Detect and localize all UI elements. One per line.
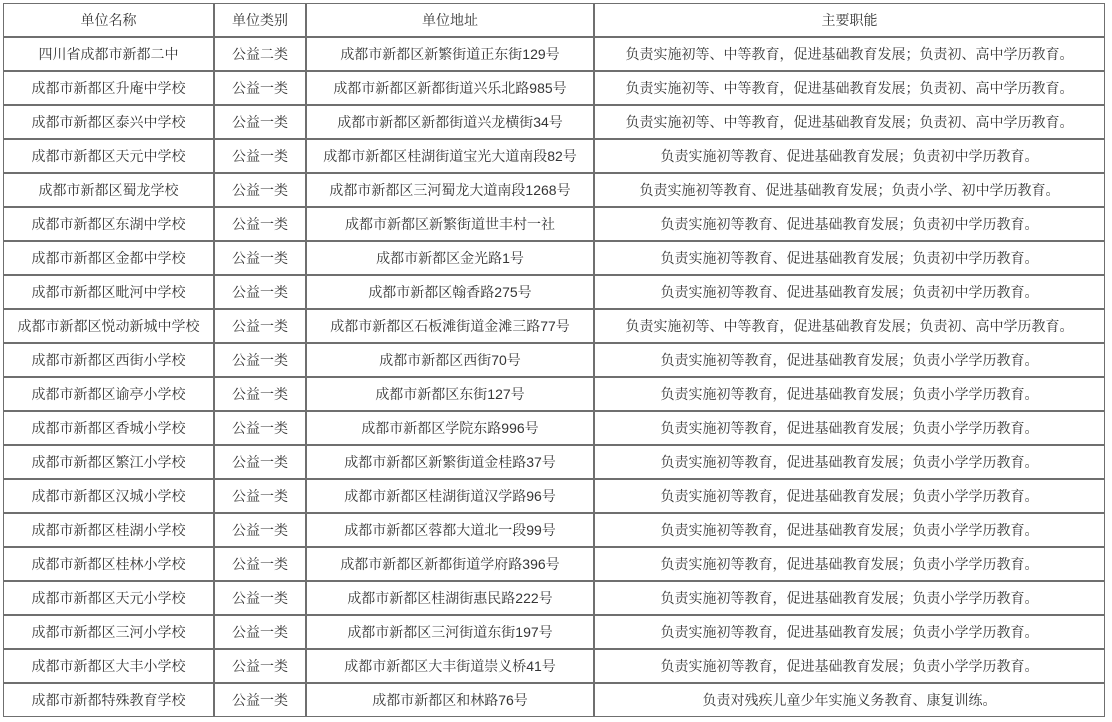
cell-unit-category: 公益一类 bbox=[214, 71, 306, 105]
table-row bbox=[3, 275, 1105, 309]
table-row bbox=[3, 479, 1105, 513]
cell-unit-functions: 负责实施初等教育、促进基础教育发展；负责初中学历教育。 bbox=[594, 139, 1105, 173]
table-row bbox=[3, 343, 1105, 377]
table-row bbox=[3, 207, 1105, 241]
table-row bbox=[3, 581, 1105, 615]
cell-unit-address: 成都市新都区三河街道东街197号 bbox=[306, 615, 594, 649]
cell-unit-name: 成都市新都区香城小学校 bbox=[3, 411, 214, 445]
header-unit-functions: 主要职能 bbox=[594, 3, 1105, 37]
cell-unit-category: 公益一类 bbox=[214, 615, 306, 649]
table-row bbox=[3, 445, 1105, 479]
units-table bbox=[3, 3, 1105, 717]
cell-unit-address: 成都市新都区蓉都大道北一段99号 bbox=[306, 513, 594, 547]
cell-unit-functions: 负责实施初等、中等教育，促进基础教育发展；负责初、高中学历教育。 bbox=[594, 105, 1105, 139]
cell-unit-functions: 负责实施初等教育，促进基础教育发展；负责小学学历教育。 bbox=[594, 547, 1105, 581]
cell-unit-functions: 负责实施初等教育，促进基础教育发展；负责小学学历教育。 bbox=[594, 581, 1105, 615]
cell-unit-functions: 负责实施初等、中等教育，促进基础教育发展；负责初、高中学历教育。 bbox=[594, 71, 1105, 105]
cell-unit-name: 成都市新都区金都中学校 bbox=[3, 241, 214, 275]
cell-unit-name: 成都市新都区泰兴中学校 bbox=[3, 105, 214, 139]
cell-unit-address: 成都市新都区西街70号 bbox=[306, 343, 594, 377]
table-row bbox=[3, 683, 1105, 717]
cell-unit-address: 成都市新都区桂湖街道汉学路96号 bbox=[306, 479, 594, 513]
cell-unit-name: 成都市新都特殊教育学校 bbox=[3, 683, 214, 717]
cell-unit-category: 公益一类 bbox=[214, 241, 306, 275]
cell-unit-address: 成都市新都区大丰街道崇义桥41号 bbox=[306, 649, 594, 683]
cell-unit-category: 公益一类 bbox=[214, 445, 306, 479]
cell-unit-name: 成都市新都区毗河中学校 bbox=[3, 275, 214, 309]
cell-unit-category: 公益一类 bbox=[214, 275, 306, 309]
cell-unit-category: 公益一类 bbox=[214, 581, 306, 615]
cell-unit-functions: 负责实施初等教育，促进基础教育发展；负责小学学历教育。 bbox=[594, 479, 1105, 513]
cell-unit-address: 成都市新都区新都街道兴乐北路985号 bbox=[306, 71, 594, 105]
cell-unit-category: 公益一类 bbox=[214, 173, 306, 207]
cell-unit-functions: 负责实施初等教育，促进基础教育发展；负责小学学历教育。 bbox=[594, 513, 1105, 547]
table-row bbox=[3, 547, 1105, 581]
cell-unit-name: 成都市新都区汉城小学校 bbox=[3, 479, 214, 513]
table-row bbox=[3, 37, 1105, 71]
cell-unit-address: 成都市新都区新繁街道正东街129号 bbox=[306, 37, 594, 71]
cell-unit-functions: 负责实施初等、中等教育，促进基础教育发展；负责初、高中学历教育。 bbox=[594, 37, 1105, 71]
table-row bbox=[3, 139, 1105, 173]
cell-unit-functions: 负责实施初等教育，促进基础教育发展；负责小学学历教育。 bbox=[594, 649, 1105, 683]
cell-unit-functions: 负责实施初等教育，促进基础教育发展；负责小学学历教育。 bbox=[594, 411, 1105, 445]
cell-unit-category: 公益一类 bbox=[214, 309, 306, 343]
cell-unit-name: 成都市新都区天元中学校 bbox=[3, 139, 214, 173]
cell-unit-address: 成都市新都区新繁街道金桂路37号 bbox=[306, 445, 594, 479]
cell-unit-category: 公益一类 bbox=[214, 547, 306, 581]
cell-unit-name: 成都市新都区升庵中学校 bbox=[3, 71, 214, 105]
table-row bbox=[3, 377, 1105, 411]
table-header-row bbox=[3, 3, 1105, 37]
cell-unit-category: 公益一类 bbox=[214, 139, 306, 173]
cell-unit-name: 成都市新都区蜀龙学校 bbox=[3, 173, 214, 207]
cell-unit-name: 成都市新都区西街小学校 bbox=[3, 343, 214, 377]
cell-unit-name: 成都市新都区东湖中学校 bbox=[3, 207, 214, 241]
table-row bbox=[3, 241, 1105, 275]
table-row bbox=[3, 649, 1105, 683]
cell-unit-functions: 负责实施初等、中等教育，促进基础教育发展；负责初、高中学历教育。 bbox=[594, 309, 1105, 343]
cell-unit-name: 成都市新都区桂林小学校 bbox=[3, 547, 214, 581]
table-row bbox=[3, 71, 1105, 105]
table-row bbox=[3, 513, 1105, 547]
cell-unit-category: 公益一类 bbox=[214, 377, 306, 411]
table-row bbox=[3, 411, 1105, 445]
cell-unit-category: 公益二类 bbox=[214, 37, 306, 71]
cell-unit-address: 成都市新都区金光路1号 bbox=[306, 241, 594, 275]
cell-unit-name: 成都市新都区天元小学校 bbox=[3, 581, 214, 615]
cell-unit-name: 成都市新都区谕亭小学校 bbox=[3, 377, 214, 411]
cell-unit-address: 成都市新都区新都街道学府路396号 bbox=[306, 547, 594, 581]
cell-unit-functions: 负责实施初等教育、促进基础教育发展；负责初中学历教育。 bbox=[594, 241, 1105, 275]
cell-unit-name: 成都市新都区繁江小学校 bbox=[3, 445, 214, 479]
cell-unit-category: 公益一类 bbox=[214, 105, 306, 139]
cell-unit-address: 成都市新都区桂湖街道宝光大道南段82号 bbox=[306, 139, 594, 173]
cell-unit-functions: 负责实施初等教育，促进基础教育发展；负责小学学历教育。 bbox=[594, 343, 1105, 377]
cell-unit-functions: 负责对残疾儿童少年实施义务教育、康复训练。 bbox=[594, 683, 1105, 717]
cell-unit-functions: 负责实施初等教育、促进基础教育发展；负责小学、初中学历教育。 bbox=[594, 173, 1105, 207]
cell-unit-category: 公益一类 bbox=[214, 207, 306, 241]
table-row bbox=[3, 309, 1105, 343]
cell-unit-name: 成都市新都区桂湖小学校 bbox=[3, 513, 214, 547]
header-unit-name: 单位名称 bbox=[3, 3, 214, 37]
header-unit-address: 单位地址 bbox=[306, 3, 594, 37]
cell-unit-address: 成都市新都区和林路76号 bbox=[306, 683, 594, 717]
cell-unit-name: 成都市新都区三河小学校 bbox=[3, 615, 214, 649]
cell-unit-address: 成都市新都区新都街道兴龙横街34号 bbox=[306, 105, 594, 139]
cell-unit-name: 成都市新都区大丰小学校 bbox=[3, 649, 214, 683]
cell-unit-name: 成都市新都区悦动新城中学校 bbox=[3, 309, 214, 343]
cell-unit-address: 成都市新都区新繁街道世丰村一社 bbox=[306, 207, 594, 241]
cell-unit-address: 成都市新都区三河蜀龙大道南段1268号 bbox=[306, 173, 594, 207]
cell-unit-functions: 负责实施初等教育，促进基础教育发展；负责小学学历教育。 bbox=[594, 615, 1105, 649]
cell-unit-functions: 负责实施初等教育，促进基础教育发展；负责小学学历教育。 bbox=[594, 377, 1105, 411]
cell-unit-category: 公益一类 bbox=[214, 343, 306, 377]
table-row bbox=[3, 105, 1105, 139]
cell-unit-functions: 负责实施初等教育、促进基础教育发展；负责初中学历教育。 bbox=[594, 207, 1105, 241]
cell-unit-category: 公益一类 bbox=[214, 479, 306, 513]
cell-unit-category: 公益一类 bbox=[214, 411, 306, 445]
cell-unit-address: 成都市新都区东街127号 bbox=[306, 377, 594, 411]
table-row bbox=[3, 173, 1105, 207]
cell-unit-address: 成都市新都区学院东路996号 bbox=[306, 411, 594, 445]
table-row bbox=[3, 615, 1105, 649]
cell-unit-category: 公益一类 bbox=[214, 513, 306, 547]
cell-unit-functions: 负责实施初等教育、促进基础教育发展；负责初中学历教育。 bbox=[594, 275, 1105, 309]
cell-unit-category: 公益一类 bbox=[214, 649, 306, 683]
cell-unit-name: 四川省成都市新都二中 bbox=[3, 37, 214, 71]
header-unit-category: 单位类别 bbox=[214, 3, 306, 37]
cell-unit-category: 公益一类 bbox=[214, 683, 306, 717]
cell-unit-functions: 负责实施初等教育，促进基础教育发展；负责小学学历教育。 bbox=[594, 445, 1105, 479]
cell-unit-address: 成都市新都区翰香路275号 bbox=[306, 275, 594, 309]
cell-unit-address: 成都市新都区石板滩街道金滩三路77号 bbox=[306, 309, 594, 343]
cell-unit-address: 成都市新都区桂湖街惠民路222号 bbox=[306, 581, 594, 615]
